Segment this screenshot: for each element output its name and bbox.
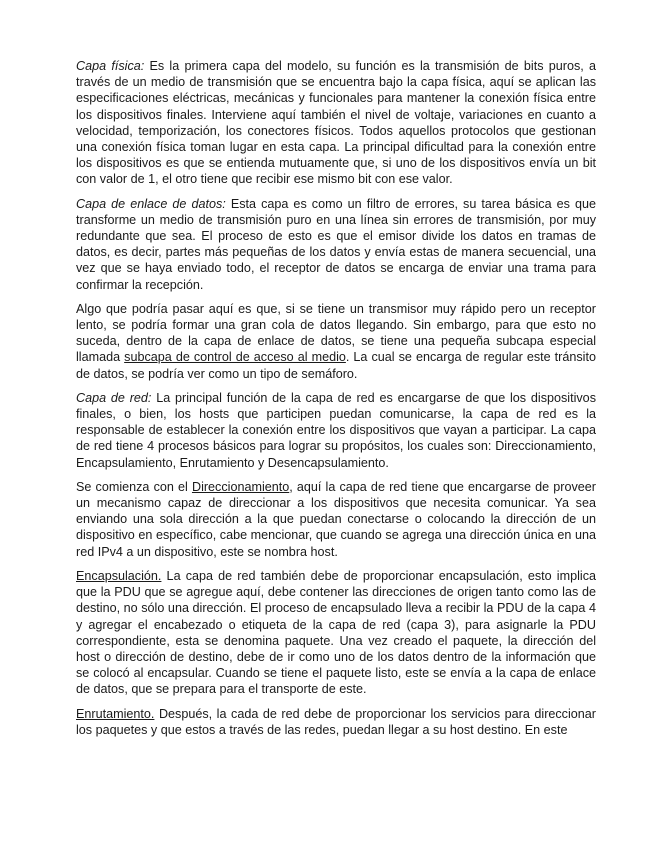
- paragraph-direccionamiento: [76, 479, 596, 560]
- paragraph-text: La principal función de la capa de red es encargarse de que los dispositivos finales, o bien, los hosts que participen puedan comunicarse, la capa de red es la responsable de establecer la conexión entre los dispositivos que vayan a participar. La capa de red tiene 4 procesos básicos para lograr su propósitos, los cuales son: Direccionamiento, Encapsulamiento, Enrutamiento y Desencapsulamiento.: [76, 390, 596, 470]
- paragraph-capa-red: [76, 390, 596, 471]
- link-encapsulacion[interactable]: Encapsulación.: [76, 568, 162, 583]
- heading-capa-enlace: Capa de enlace de datos:: [76, 196, 226, 211]
- paragraph-text: Después, la cada de red debe de proporcionar los servicios para direccionar los paquetes y que estos a través de las redes, puedan llegar a su host destino. En este: [76, 706, 596, 737]
- paragraph-subcapa: [76, 301, 596, 382]
- paragraph-text: Se comienza con el: [76, 479, 192, 494]
- paragraph-enrutamiento: [76, 706, 596, 738]
- link-subcapa-control-acceso[interactable]: subcapa de control de acceso al medio: [124, 350, 346, 365]
- paragraph-text: La capa de red también debe de proporcionar encapsulación, esto implica que la PDU que se agregue aquí, debe contener las direcciones de origen tanto como las de destino, no sólo una dirección. El proceso de encapsulado lleva a recibir la PDU de la capa 4 y agregar el encabezado o etiqueta de la capa de red (capa 3), para asignarle la PDU correspondiente, esta se denomina paquete. Una vez creado el paquete, la dirección del host o dirección de destino, debe de ir como uno de los datos dentro de la información que se colocó al encapsular. Cuando se tiene el paquete listo, este se envía a la capa de enlace de datos, que se prepara para el transporte de este.: [76, 568, 596, 697]
- paragraph-text: . La cual se encarga de regular este tránsito de datos, se podría ver como un tipo de semáforo.: [76, 350, 596, 381]
- paragraph-text: , aquí la capa de red tiene que encargarse de proveer un mecanismo capaz de direccionar a los dispositivos que necesita comunicar. Ya sea enviando una sola dirección a la que puedan conectarse o colocando la dirección de un dispositivo en específico, cabe mencionar, que cuando se agrega una dirección única en una red IPv4 a un dispositivo, este se nombra host.: [76, 479, 597, 559]
- link-direccionamiento[interactable]: Direccionamiento: [191, 479, 290, 494]
- paragraph-capa-enlace: [76, 196, 596, 293]
- paragraph-encapsulacion: [76, 568, 596, 698]
- document-page: [76, 58, 596, 746]
- paragraph-capa-fisica: [76, 58, 596, 188]
- paragraph-text: Es la primera capa del modelo, su función es la transmisión de bits puros, a través de un medio de transmisión que se encuentra bajo la capa física, aquí se aplican las especificaciones eléctricas, mecánicas y funcionales para mantener la conexión física entre los dispositivos finales. Interviene aquí también el nivel de voltaje, variaciones en cuanto a velocidad, temporización, los conectores físicos. Todos aquellos protocolos que gestionan una conexión física toman lugar en esta capa. La principal dificultad para la conexión entre los dispositivos es que se entienda mutuamente que, si uno de los dispositivos envía un bit con valor de 1, el otro tiene que recibir ese mismo bit con ese valor.: [76, 59, 597, 187]
- heading-capa-red: Capa de red:: [76, 390, 152, 405]
- link-enrutamiento[interactable]: Enrutamiento.: [76, 706, 155, 721]
- paragraph-text: Algo que podría pasar aquí es que, si se tiene un transmisor muy rápido pero un receptor lento, se podría formar una gran cola de datos llegando. Sin embargo, para que esto no suceda, dentro de la capa de enlace de datos, se tiene una pequeña subcapa especial llamada: [76, 301, 596, 365]
- heading-capa-fisica: Capa física:: [76, 59, 145, 73]
- paragraph-text: Esta capa es como un filtro de errores, su tarea básica es que transforme un medio de transmisión puro en una línea sin errores de transmisión, por muy redundante que sea. El proceso de esto es que el emisor divide los datos en tramas de datos, es decir, partes más pequeñas de los datos y envía estas de manera secuencial, una vez que se haya enviado todo, el receptor de datos se encarga de enviar una trama para confirmar la recepción.: [76, 196, 596, 292]
